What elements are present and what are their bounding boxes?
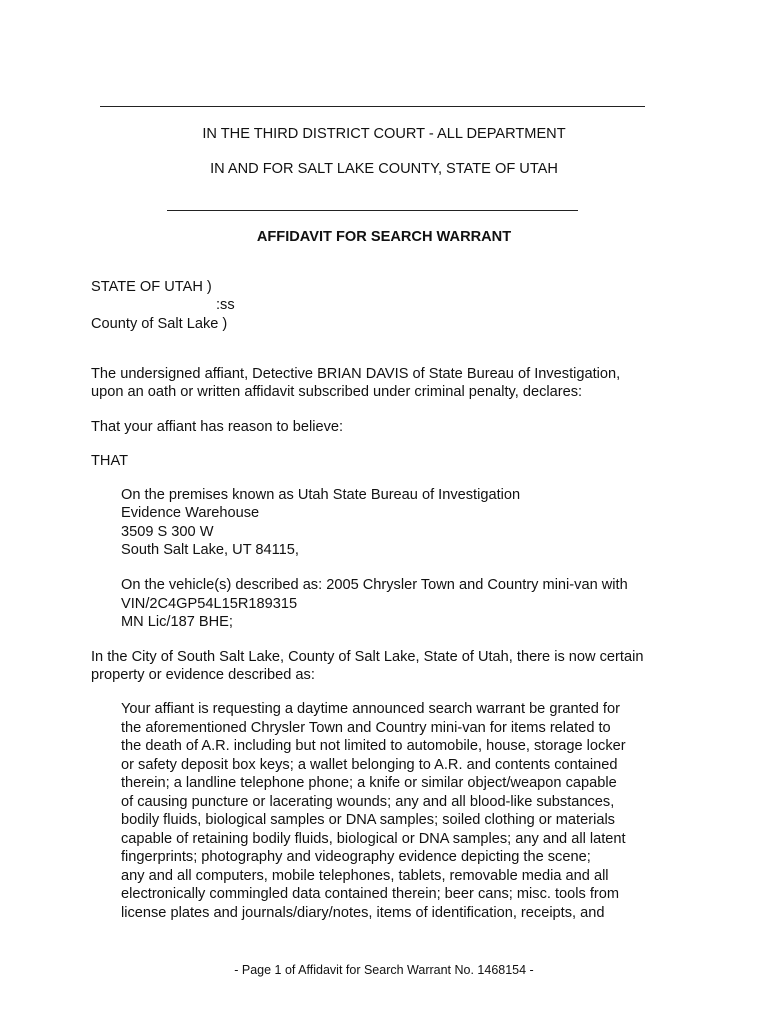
top-rule — [100, 106, 645, 107]
affiant-paragraph-line: The undersigned affiant, Detective BRIAN DAVIS of State Bureau of Investigation, — [91, 366, 621, 382]
premises-line: Evidence Warehouse — [121, 505, 260, 521]
document-title: AFFIDAVIT FOR SEARCH WARRANT — [256, 229, 512, 245]
page-footer: - Page 1 of Affidavit for Search Warrant No. 1468154 - — [234, 963, 534, 977]
premises-line: On the premises known as Utah State Bureau of Investigation — [121, 487, 521, 503]
request-line: any and all computers, mobile telephones, tablets, removable media and all — [121, 868, 609, 884]
venue-ss: :ss — [216, 297, 235, 313]
request-line: Your affiant is requesting a daytime announced search warrant be granted for — [121, 701, 620, 717]
request-line: license plates and journals/diary/notes, items of identification, receipts, and — [121, 905, 605, 921]
reason-statement: That your affiant has reason to believe: — [91, 419, 344, 435]
court-heading-line1: IN THE THIRD DISTRICT COURT - ALL DEPARTMENT — [202, 126, 566, 142]
affiant-paragraph-line: upon an oath or written affidavit subscribed under criminal penalty, declares: — [91, 384, 583, 400]
city-paragraph-line: property or evidence described as: — [91, 667, 315, 683]
request-line: the aforementioned Chrysler Town and Country mini-van for items related to — [121, 720, 611, 736]
city-paragraph-line: In the City of South Salt Lake, County of Salt Lake, State of Utah, there is now certain — [91, 649, 644, 665]
premises-line: 3509 S 300 W — [121, 524, 214, 540]
premises-line: South Salt Lake, UT 84115, — [121, 542, 299, 558]
middle-rule — [167, 210, 578, 211]
request-line: bodily fluids, biological samples or DNA samples; soiled clothing or materials — [121, 812, 615, 828]
request-line: of causing puncture or lacerating wounds; any and all blood-like substances, — [121, 794, 615, 810]
request-line: the death of A.R. including but not limited to automobile, house, storage locker — [121, 738, 626, 754]
request-line: therein; a landline telephone phone; a knife or similar object/weapon capable — [121, 775, 617, 791]
vehicle-line: VIN/2C4GP54L15R189315 — [121, 596, 298, 612]
request-line: electronically commingled data contained therein; beer cans; misc. tools from — [121, 886, 620, 902]
vehicle-line: MN Lic/187 BHE; — [121, 614, 233, 630]
request-line: or safety deposit box keys; a wallet belonging to A.R. and contents contained — [121, 757, 618, 773]
vehicle-line: On the vehicle(s) described as: 2005 Chrysler Town and Country mini-van with — [121, 577, 628, 593]
venue-state: STATE OF UTAH ) — [91, 279, 212, 295]
venue-county: County of Salt Lake ) — [91, 316, 228, 332]
court-heading-line2: IN AND FOR SALT LAKE COUNTY, STATE OF UTAH — [210, 161, 558, 177]
request-line: fingerprints; photography and videography evidence depicting the scene; — [121, 849, 591, 865]
request-line: capable of retaining bodily fluids, biological or DNA samples; any and all latent — [121, 831, 626, 847]
that-heading: THAT — [91, 453, 129, 469]
